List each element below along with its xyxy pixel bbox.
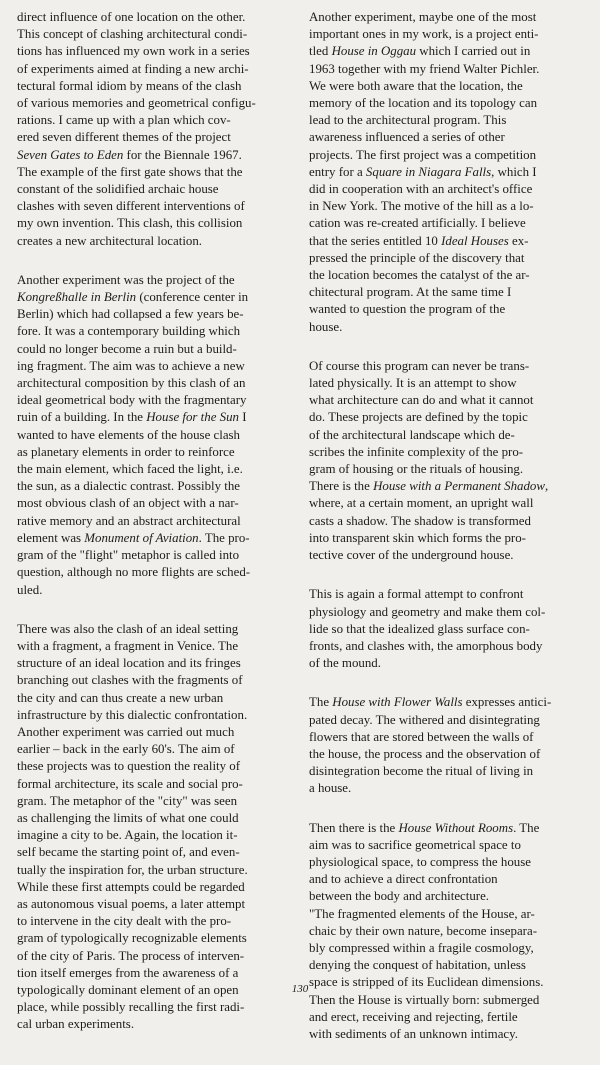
text-line: important ones in my work, is a project enti- <box>309 27 539 42</box>
text-line: typologically dominant element of an open <box>17 982 239 997</box>
text-line: tled House in Oggau which I carried out in <box>309 44 531 59</box>
text-line: tective cover of the underground house. <box>309 548 514 563</box>
paragraph <box>309 694 581 797</box>
text-line: rations. I came up with a plan which cov- <box>17 113 231 128</box>
paragraph <box>17 9 289 250</box>
right-column <box>309 9 581 1065</box>
text-line: We were both aware that the location, the <box>309 78 523 93</box>
text-line: with a fragment, a fragment in Venice. The <box>17 638 239 653</box>
text-line: constant of the solidified archaic house <box>17 182 219 197</box>
text-line: of the mound. <box>309 656 381 671</box>
text-line: lated physically. It is an attempt to show <box>309 376 517 391</box>
text-line: of the city of Paris. The process of interven- <box>17 948 245 963</box>
text-line: fore. It was a contemporary building which <box>17 324 241 339</box>
text-line: entry for a Square in Niagara Falls, which I <box>309 164 537 179</box>
text-line: 1963 together with my friend Walter Pichler. <box>309 61 540 76</box>
paragraph <box>17 621 289 1034</box>
text-line: the main element, which faced the light, i.e. <box>17 462 243 477</box>
text-line: could no longer become a ruin but a build- <box>17 341 237 356</box>
text-line: architectural composition by this clash of an <box>17 376 246 391</box>
text-line: what architecture can do and what it cannot <box>309 393 534 408</box>
text-line: Then the House is virtually born: submerged <box>309 992 540 1007</box>
text-line: Another experiment was the project of the <box>17 272 235 287</box>
text-line: chitectural program. At the same time I <box>309 285 512 300</box>
text-line: chaic by their own nature, become insepara- <box>309 923 537 938</box>
text-line: tually the inspiration for, the urban structure. <box>17 862 248 877</box>
text-line: ered seven different themes of the project <box>17 130 231 145</box>
text-line: pated decay. The withered and disintegrating <box>309 712 540 727</box>
text-line: rative memory and an abstract architectural <box>17 513 241 528</box>
text-line: "The fragmented elements of the House, ar- <box>309 906 535 921</box>
paragraph <box>309 9 581 336</box>
text-line: wanted to question the program of the <box>309 302 506 317</box>
text-line: most obvious clash of an object with a nar- <box>17 496 239 511</box>
paragraph <box>309 358 581 564</box>
text-line: There is the House with a Permanent Shadow, <box>309 479 549 494</box>
text-line: as planetary elements in order to reinforce <box>17 444 235 459</box>
text-line: pressed the principle of the discovery that <box>309 250 525 265</box>
text-line: tions has influenced my own work in a series <box>17 44 250 59</box>
text-line: in New York. The motive of the hill as a lo- <box>309 199 534 214</box>
text-line: Berlin) which had collapsed a few years be- <box>17 307 244 322</box>
text-line: the house, the process and the observation of <box>309 746 541 761</box>
text-line: the city and can thus create a new urban <box>17 690 224 705</box>
text-line: There was also the clash of an ideal setting <box>17 621 239 636</box>
text-line: uled. <box>17 582 43 597</box>
text-line: aim was to sacrifice geometrical space to <box>309 837 521 852</box>
text-line: scribes the infinite complexity of the pro- <box>309 444 524 459</box>
text-line: awareness influenced a series of other <box>309 130 505 145</box>
text-line: formal architecture, its scale and social pro- <box>17 776 243 791</box>
text-line: creates a new architectural location. <box>17 233 203 248</box>
text-line: Another experiment, maybe one of the most <box>309 10 537 24</box>
text-line: branching out clashes with the fragments of <box>17 673 243 688</box>
text-line: fronts, and clashes with, the amorphous body <box>309 638 543 653</box>
page-number: 130 <box>291 983 309 995</box>
text-line: and erect, receiving and rejecting, fertile <box>309 1009 518 1024</box>
text-line: clashes with seven different interventions of <box>17 199 245 214</box>
text-line: gram. The metaphor of the "city" was seen <box>17 793 238 808</box>
text-line: physiology and geometry and make them col- <box>309 604 546 619</box>
text-line: that the series entitled 10 Ideal Houses ex- <box>309 233 529 248</box>
text-line: place, while possibly recalling the first radi- <box>17 1000 245 1015</box>
text-line: flowers that are stored between the walls of <box>309 729 534 744</box>
text-line: gram of typologically recognizable elements <box>17 931 247 946</box>
text-line: to intervene in the city dealt with the pro- <box>17 914 232 929</box>
text-line: physiological space, to compress the house <box>309 854 531 869</box>
paragraph <box>309 586 581 672</box>
text-line: do. These projects are defined by the topic <box>309 410 528 425</box>
text-line: denying the conquest of habitation, unless <box>309 958 526 973</box>
text-line: cal urban experiments. <box>17 1017 135 1032</box>
text-line: question, although no more flights are sched- <box>17 565 251 580</box>
text-line: house. <box>309 319 343 334</box>
text-line: a house. <box>309 781 352 796</box>
text-line: This concept of clashing architectural condi- <box>17 27 248 42</box>
text-line: While these first attempts could be regarded <box>17 879 245 894</box>
text-line: lead to the architectural program. This <box>309 113 507 128</box>
text-line: bly compressed within a fragile cosmology, <box>309 940 534 955</box>
text-line: earlier – back in the early 60's. The aim of <box>17 742 235 757</box>
text-line: ruin of a building. In the House for the Sun I <box>17 410 247 425</box>
text-line: wanted to have elements of the house clash <box>17 427 241 442</box>
text-line: Then there is the House Without Rooms. The <box>309 820 540 835</box>
text-line: and to achieve a direct confrontation <box>309 872 498 887</box>
text-line: my own invention. This clash, this collision <box>17 216 243 231</box>
text-line: gram of the "flight" metaphor is called into <box>17 548 240 563</box>
text-line: did in cooperation with an architect's office <box>309 182 533 197</box>
text-line: of various memories and geometrical configu- <box>17 96 256 111</box>
text-line: memory of the location and its topology can <box>309 96 538 111</box>
text-line: gram of housing or the rituals of housing. <box>309 462 524 477</box>
text-line: The House with Flower Walls expresses antici- <box>309 695 552 710</box>
text-line: structure of an ideal location and its fringes <box>17 656 241 671</box>
text-line: element was Monument of Aviation. The pro- <box>17 530 250 545</box>
text-line: ing fragment. The aim was to achieve a new <box>17 358 245 373</box>
text-line: lide so that the idealized glass surface con- <box>309 621 530 636</box>
text-line: tectural formal idiom by means of the clash <box>17 78 242 93</box>
text-line: tion itself emerges from the awareness of a <box>17 965 239 980</box>
text-line: these projects was to question the reality of <box>17 759 241 774</box>
text-line: Kongreßhalle in Berlin (conference center in <box>17 290 249 305</box>
text-line: between the body and architecture. <box>309 889 490 904</box>
text-line: The example of the first gate shows that the <box>17 164 243 179</box>
left-column <box>17 9 289 1056</box>
text-line: ideal geometrical body with the fragmentary <box>17 393 247 408</box>
text-line: imagine a city to be. Again, the location it- <box>17 828 238 843</box>
text-line: as autonomous visual poems, a later attempt <box>17 896 246 911</box>
text-line: the location becomes the catalyst of the ar- <box>309 268 530 283</box>
text-line: where, at a certain moment, an upright wall <box>309 496 534 511</box>
text-line: into transparent skin which forms the pro- <box>309 530 526 545</box>
text-line: direct influence of one location on the other. <box>17 10 246 24</box>
text-line: This is again a formal attempt to confront <box>309 587 524 602</box>
text-line: self became the starting point of, and even- <box>17 845 240 860</box>
text-line: of the architectural landscape which de- <box>309 427 515 442</box>
text-line: as challenging the limits of what one could <box>17 810 239 825</box>
text-line: disintegration become the ritual of living in <box>309 764 534 779</box>
text-line: of experiments aimed at finding a new archi- <box>17 61 249 76</box>
paragraph <box>309 820 581 1044</box>
text-line: Another experiment was carried out much <box>17 724 235 739</box>
text-line: Seven Gates to Eden for the Biennale 1967. <box>17 147 242 162</box>
text-line: projects. The first project was a competition <box>309 147 537 162</box>
text-line: with sediments of an unknown intimacy. <box>309 1026 518 1041</box>
text-line: space is stripped of its Euclidean dimensions. <box>309 975 544 990</box>
text-line: infrastructure by this dialectic confrontation. <box>17 707 248 722</box>
text-line: cation was re-created artificially. I believe <box>309 216 526 231</box>
text-line: Of course this program can never be trans- <box>309 358 530 373</box>
text-line: the sun, as a dialectic contrast. Possibly the <box>17 479 241 494</box>
text-line: casts a shadow. The shadow is transformed <box>309 513 531 528</box>
paragraph <box>17 272 289 599</box>
